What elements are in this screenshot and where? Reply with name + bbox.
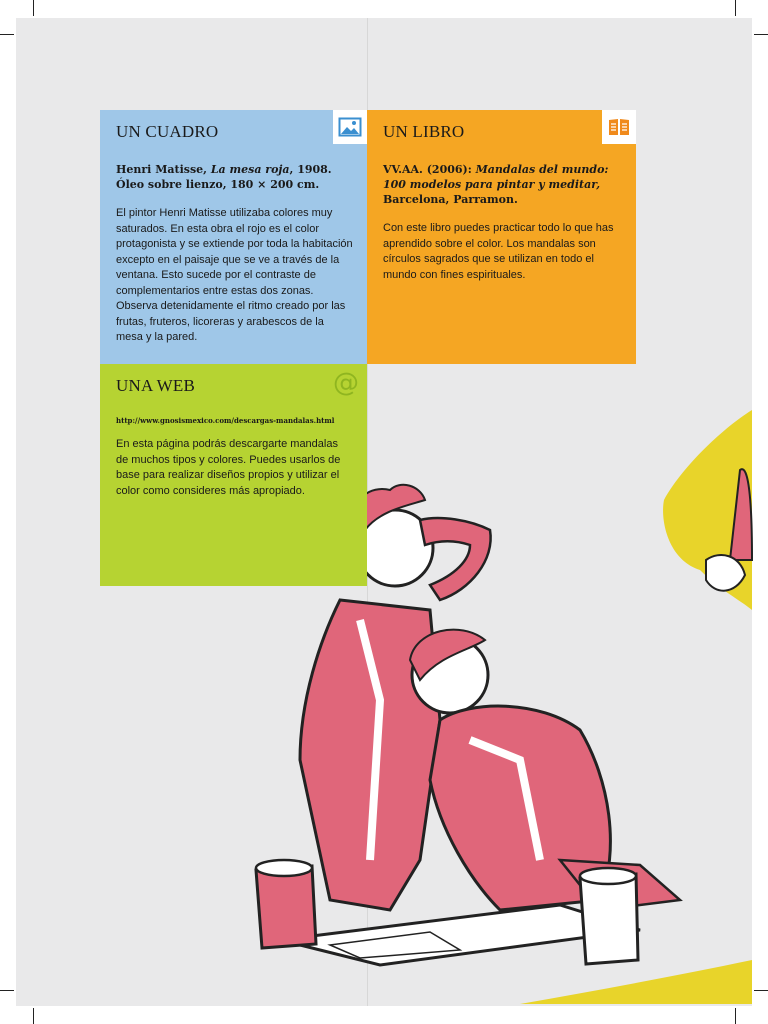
at-icon: @	[333, 368, 359, 398]
book-icon	[607, 115, 631, 139]
book-icon-box	[602, 110, 636, 144]
painting-author: Henri Matisse,	[116, 163, 211, 176]
book-details: Barcelona, Parramon.	[383, 193, 518, 206]
web-box-title: UNA WEB	[116, 376, 196, 395]
book-box-title: UN LIBRO	[383, 122, 465, 141]
painting-description: El pintor Henri Matisse utilizaba colores muy saturados. En esta obra el rojo es el color protagonista y se extiende por toda la habitación excepto en el paisaje que se ve a través de la ventana. Esto sucede por el contraste de complementarios entre estas dos zonas. Observa detenidamente el ritmo creado por las frutas, fruteros, licoreras y arabescos de la mesa y la pared.	[116, 207, 353, 343]
book-work-title: Mandalas del mundo: 100 modelos para pintar y meditar,	[383, 163, 609, 191]
web-url-link[interactable]: http://www.gnosismexico.com/descargas-mandalas.html	[116, 416, 335, 425]
image-icon	[338, 115, 362, 139]
painting-box-title: UN CUADRO	[116, 122, 219, 141]
book-description: Con este libro puedes practicar todo lo que has aprendido sobre el color. Los mandalas son círculos sagrados que se utilizan en todo el mundo con fines espirituales.	[383, 222, 614, 281]
book-author: VV.AA. (2006):	[383, 163, 476, 176]
painting-reference	[116, 162, 353, 192]
book-reference	[383, 162, 622, 207]
painting-details: , 1908. Óleo sobre lienzo, 180 × 200 cm.	[116, 163, 332, 191]
painting-box	[100, 110, 367, 364]
painting-work-title: La mesa roja	[210, 163, 290, 176]
image-icon-box	[333, 110, 367, 144]
web-box	[100, 364, 367, 586]
book-box	[367, 110, 636, 364]
web-description: En esta página podrás descargarte mandalas de muchos tipos y colores. Puedes usarlos de base para realizar diseños propios y utilizar el color como consideres más apropiado.	[116, 438, 341, 497]
